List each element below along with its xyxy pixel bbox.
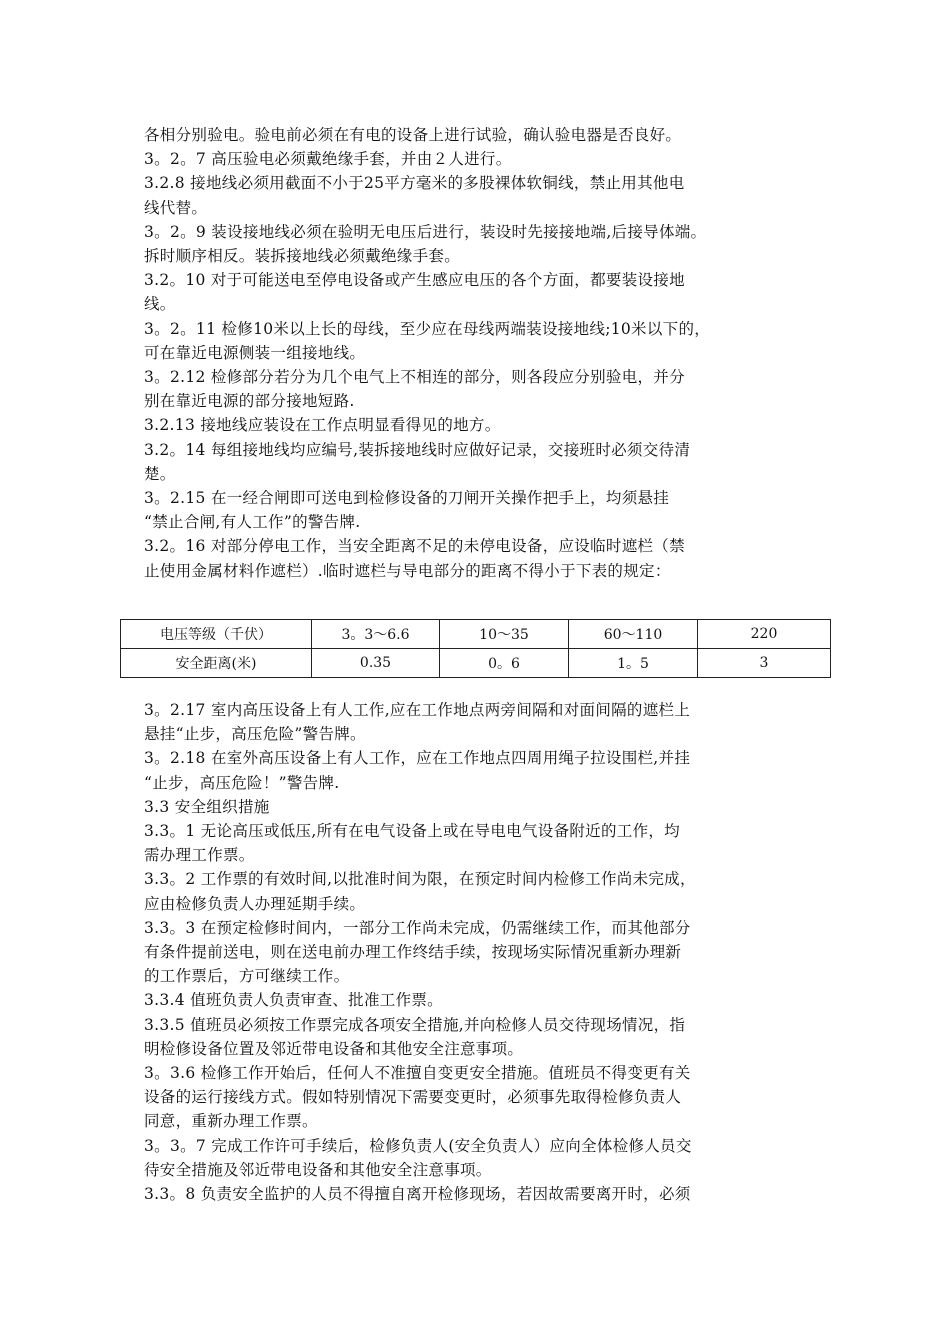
table-row-distance [121, 649, 831, 678]
text-line: 设备的运行接线方式。假如特别情况下需要变更时，必须事先取得检修负责人 [144, 1088, 682, 1107]
text-block-grounding-rules [144, 123, 824, 583]
text-line: 的工作票后，方可继续工作。 [144, 967, 350, 986]
text-line: 3.3。2 工作票的有效时间,以批准时间为限，在预定时间内检修工作尚未完成， [144, 870, 696, 889]
section-heading: 3.3 安全组织措施 [144, 797, 270, 816]
text-line: “禁止合闸,有人工作”的警告牌. [144, 513, 361, 532]
table-cell: 220 [698, 620, 831, 649]
text-line: 应由检修负责人办理延期手续。 [144, 894, 366, 913]
text-line: 待安全措施及邻近带电设备和其他安全注意事项。 [144, 1160, 492, 1179]
text-line: 需办理工作票。 [144, 846, 255, 865]
text-line: “止步，高压危险！”警告牌. [144, 773, 340, 792]
text-line: 各相分别验电。验电前必须在有电的设备上进行试验，确认验电器是否良好。 [144, 126, 682, 144]
text-line: 3。2.12 检修部分若分为几个电气上不相连的部分，则各段应分别验电，并分 [144, 368, 685, 387]
text-line: 别在靠近电源的部分接地短路. [144, 392, 355, 411]
text-line: 拆时顺序相反。装拆接地线必须戴绝缘手套。 [144, 247, 461, 266]
text-line: 3.2。10 对于可能送电至停电设备或产生感应电压的各个方面，都要装设接地 [144, 271, 685, 290]
text-line: 3.3.4 值班负责人负责审查、批准工作票。 [144, 991, 443, 1010]
text-block-organization-measures [144, 698, 824, 1206]
table-cell: 3。3～6.6 [312, 620, 440, 649]
text-line: 3。2.18 在室外高压设备上有人工作，应在工作地点四周用绳子拉设围栏,并挂 [144, 749, 691, 768]
table-cell: 1。5 [569, 649, 698, 678]
text-line: 3。2.17 室内高压设备上有人工作,应在工作地点两旁间隔和对面间隔的遮栏上 [144, 701, 691, 719]
table-cell: 60～110 [569, 620, 698, 649]
text-line: 3。2.15 在一经合闸即可送电到检修设备的刀闸开关操作把手上，均须悬挂 [144, 489, 670, 508]
text-line: 同意，重新办理工作票。 [144, 1112, 318, 1131]
text-line: 止使用金属材料作遮栏）.临时遮栏与导电部分的距离不得小于下表的规定： [144, 561, 671, 580]
text-line: 3.2.13 接地线应装设在工作点明显看得见的地方。 [144, 416, 501, 435]
text-line: 3。2。9 装设接地线必须在验明无电压后进行，装设时先接接地端,后接导体端。 [144, 222, 707, 241]
text-line: 线。 [144, 295, 176, 314]
table-cell: 电压等级（千伏） [121, 620, 312, 649]
text-line: 3.2。14 每组接地线均应编号,装拆接地线时应做好记录，交接班时必须交待清 [144, 440, 691, 459]
text-line: 3.3。1 无论高压或低压,所有在电气设备上或在导电电气设备附近的工作，均 [144, 822, 680, 841]
text-line: 3.3。3 在预定检修时间内，一部分工作尚未完成，仍需继续工作，而其他部分 [144, 918, 691, 937]
text-line: 3.3.5 值班员必须按工作票完成各项安全措施,并向检修人员交待现场情况，指 [144, 1015, 686, 1034]
table-cell: 安全距离(米) [121, 649, 312, 678]
text-line: 楚。 [144, 464, 176, 483]
text-line: 线代替。 [144, 198, 208, 217]
table-cell: 0。6 [440, 649, 569, 678]
table-row-voltage [121, 620, 831, 649]
text-line: 悬挂“止步，高压危险”警告牌。 [144, 725, 366, 744]
text-line: 有条件提前送电，则在送电前办理工作终结手续，按现场实际情况重新办理新 [144, 943, 682, 962]
text-line: 3.3。8 负责安全监护的人员不得擅自离开检修现场，若因故需要离开时，必须 [144, 1185, 691, 1204]
table-cell: 3 [698, 649, 831, 678]
text-line: 3。2。11 检修10米以上长的母线，至少应在母线两端装设接地线;10米以下的， [144, 319, 711, 338]
text-line: 3。3。7 完成工作许可手续后，检修负责人(安全负责人）应向全体检修人员交 [144, 1136, 692, 1155]
safety-distance-table [120, 619, 831, 678]
text-line: 明检修设备位置及邻近带电设备和其他安全注意事项。 [144, 1039, 524, 1058]
text-line: 3。3.6 检修工作开始后，任何人不准擅自变更安全措施。值班员不得变更有关 [144, 1064, 691, 1083]
text-line: 3.2.8 接地线必须用截面不小于25平方毫米的多股裸体软铜线，禁止用其他电 [144, 174, 685, 193]
text-line: 可在靠近电源侧装一组接地线。 [144, 343, 366, 362]
table-cell: 10～35 [440, 620, 569, 649]
text-line: 3。2。7 高压验电必须戴绝缘手套，并由２人进行。 [144, 150, 512, 169]
text-line: 3.2。16 对部分停电工作，当安全距离不足的未停电设备，应设临时遮栏（禁 [144, 537, 685, 556]
table-cell: 0.35 [312, 649, 440, 678]
